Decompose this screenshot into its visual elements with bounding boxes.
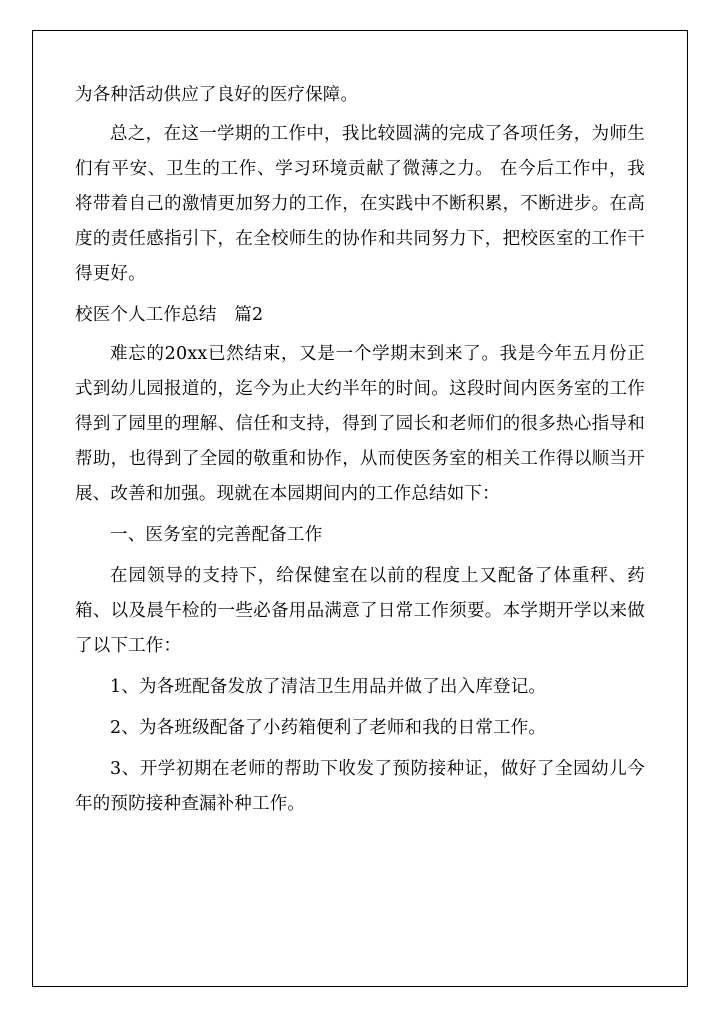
paragraph: 总之，在这一学期的工作中，我比较圆满的完成了各项任务，为师生们有平安、卫生的工作、学习环境贡献了微薄之力。 在今后工作中，我将带着自己的激情更加努力的工作，在实践中不断积累，不断进步。在高度的责任感指引下，在全校师生的协作和共同努力下，把校医室的工作干得更好。 [75, 124, 645, 284]
paragraph: 为各种活动供应了良好的医疗保障。 [75, 85, 359, 105]
list-item: 1、为各班配备发放了清洁卫生用品并做了出入库登记。 [110, 677, 547, 697]
document-body [75, 78, 645, 826]
section-heading: 校医个人工作总结 篇2 [75, 305, 264, 325]
list-item: 2、为各班级配备了小药箱便利了老师和我的日常工作。 [110, 718, 547, 738]
paragraph: 难忘的20xx已然结束，又是一个学期末到来了。我是今年五月份正式到幼儿园报道的，迄今为止大约半年的时间。这段时间内医务室的工作得到了园里的理解、信任和支持，得到了园长和老师们的很多热心指导和帮助，也得到了全园的敬重和协作，从而使医务室的相关工作得以顺当开展、改善和加强。现就在本园期间内的工作总结如下： [75, 344, 645, 504]
list-item: 3、开学初期在老师的帮助下收发了预防接种证，做好了全园幼儿今年的预防接种查漏补种工作。 [75, 759, 645, 814]
paragraph: 在园领导的支持下，给保健室在以前的程度上又配备了体重秤、药箱、以及晨午检的一些必备用品满意了日常工作须要。本学期开学以来做了以下工作： [75, 566, 645, 656]
paragraph: 一、医务室的完善配备工作 [110, 525, 323, 545]
